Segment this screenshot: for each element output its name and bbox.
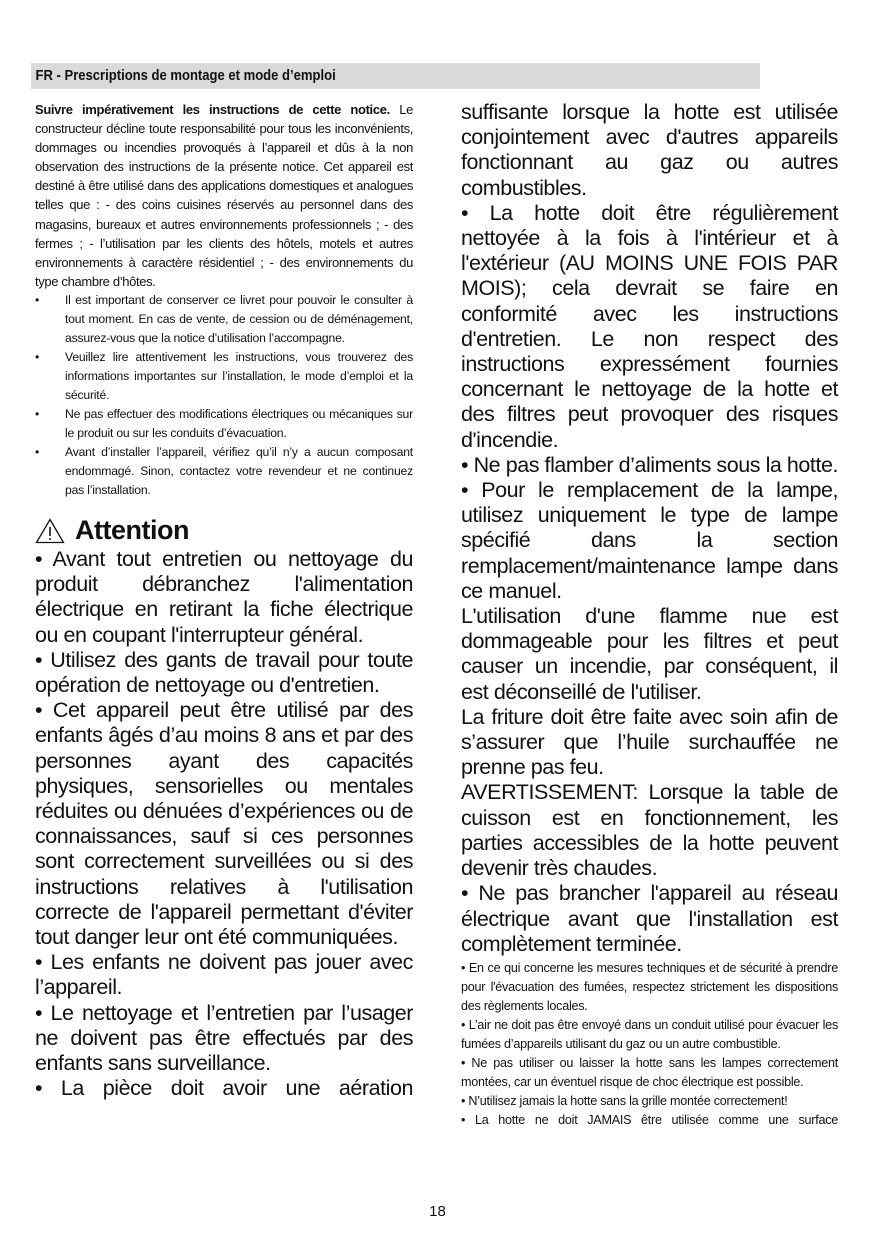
bullet-icon: • xyxy=(35,292,40,307)
attention-paragraph: • Avant tout entretien ou nettoyage du produit débranchez l'alimentation électrique en retirant la fiche électrique ou en coupant l'interrupteur général. xyxy=(35,546,413,647)
safety-note: • En ce qui concerne les mesures techniques et de sécurité à prendre pour l'évacuation des fumées, respectez strictement les dispositions des règlements locales. xyxy=(461,960,838,1013)
bullet-icon: • xyxy=(35,406,40,421)
attention-title: Attention xyxy=(75,515,189,546)
list-item-text: Il est important de conserver ce livret pour pouvoir le consulter à tout moment. En cas de vente, de cession ou de déménagement, assurez-vous que la notice d’utilisation l’accompagne. xyxy=(65,292,413,345)
attention-paragraph: • Le nettoyage et l’entretien par l’usager ne doivent pas être effectués par des enfants sans surveillance. xyxy=(35,1000,413,1075)
attention-paragraph: L'utilisation d'une flamme nue est dommageable pour les filtres et peut causer un incendie, par conséquent, il est déconseillé de l'utiliser. xyxy=(461,604,838,704)
safety-note: • La hotte ne doit JAMAIS être utilisée comme une surface xyxy=(461,1112,838,1127)
bullet-icon: • xyxy=(35,444,40,459)
intro-paragraph xyxy=(35,100,413,291)
safety-note: • N’utilisez jamais la hotte sans la grille montée correctement! xyxy=(461,1093,788,1108)
intro-bold-text: Suivre impérativement les instructions de cette notice. xyxy=(35,102,390,117)
bullet-icon: • xyxy=(35,349,40,364)
attention-paragraph: • Ne pas flamber d’aliments sous la hotte. xyxy=(461,452,839,477)
attention-paragraph: AVERTISSEMENT: Lorsque la table de cuisson est en fonctionnement, les parties accessibles de la hotte peuvent devenir très chaudes. xyxy=(461,780,838,881)
section-header xyxy=(31,63,760,89)
attention-paragraph: • Les enfants ne doivent pas jouer avec l’appareil. xyxy=(35,950,413,1000)
list-item xyxy=(35,291,413,348)
attention-paragraph: • La hotte doit être régulièrement nettoyée à la fois à l'intérieur et à l'extérieur (AU MOINS UNE FOIS PAR MOIS); cela devrait se faire en conformité avec les instructions d'entretien. Le non respect des instructions expressément fournies concernant le nettoyage de la hotte et des filtres peut provoquer des risques d'incendie. xyxy=(461,200,838,452)
section-header-title: FR - Prescriptions de montage et mode d’emploi xyxy=(35,68,336,84)
attention-paragraph: suffisante lorsque la hotte est utilisée conjointement avec d'autres appareils fonctionnant au gaz ou autres combustibles. xyxy=(461,100,838,200)
attention-paragraph: • Utilisez des gants de travail pour toute opération de nettoyage ou d'entretien. xyxy=(35,647,413,697)
warning-triangle-icon xyxy=(35,518,65,544)
attention-heading xyxy=(35,515,413,547)
attention-paragraph: La friture doit être faite avec soin afin de s’assurer que l’huile surchauffée ne prenne pas feu. xyxy=(461,704,838,780)
list-item xyxy=(35,348,413,405)
safety-note: • Ne pas utiliser ou laisser la hotte sans les lampes correctement montées, car un éventuel risque de choc électrique est possible. xyxy=(461,1055,838,1089)
safety-note: • L’air ne doit pas être envoyé dans un conduit utilisé pour évacuer les fumées d’appareils utilisant du gaz ou un autre combustible. xyxy=(461,1017,838,1051)
list-item-text: Veuillez lire attentivement les instructions, vous trouverez des informations importantes sur l’installation, le mode d’emploi et la sécurité. xyxy=(65,349,413,402)
list-item xyxy=(35,405,413,443)
left-column xyxy=(35,100,413,1101)
list-item-text: Ne pas effectuer des modifications électriques ou mécaniques sur le produit ou sur les conduits d’évacuation. xyxy=(65,406,413,440)
attention-paragraph: • Cet appareil peut être utilisé par des enfants âgés d’au moins 8 ans et par des personnes ayant des capacités physiques, sensorielles ou mentales réduites ou dénuées d’expériences ou de connaissances, sauf si ces personnes sont correctement surveillées ou si des instructions relatives à l'utilisation correcte de l'appareil permettant d'éviter tout danger leur ont été communiquées. xyxy=(35,698,413,949)
list-item xyxy=(35,443,413,500)
intro-text: Le constructeur décline toute responsabilité pour tous les inconvénients, dommages ou incendies provoqués à l’appareil et dûs à la non observation des instructions de la présente notice. Cet appareil est destiné à être utilisé dans des applications domestiques et analogues telles que : - des coins cuisines réservés au personnel dans des magasins, bureaux et autres environnements professionnels ; - des fermes ; - l’utilisation par les clients des hôtels, motels et autres environnements à caractère résidentiel ; - des environnements du type chambre d’hôtes. xyxy=(35,102,413,289)
attention-paragraph: • Ne pas brancher l'appareil au réseau électrique avant que l'installation est complètement terminée. xyxy=(461,881,838,956)
instruction-list xyxy=(35,291,413,500)
list-item-text: Avant d’installer l’appareil, vérifiez qu’il n’y a aucun composant endommagé. Sinon, contactez votre revendeur et ne continuez pas l’installation. xyxy=(65,444,413,497)
attention-paragraph: • Pour le remplacement de la lampe, utilisez uniquement le type de lampe spécifié dans la section remplacement/maintenance lampe dans ce manuel. xyxy=(461,478,838,603)
right-column xyxy=(461,100,838,1130)
page-number: 18 xyxy=(429,1203,446,1220)
attention-paragraph: • La pièce doit avoir une aération xyxy=(35,1076,413,1101)
